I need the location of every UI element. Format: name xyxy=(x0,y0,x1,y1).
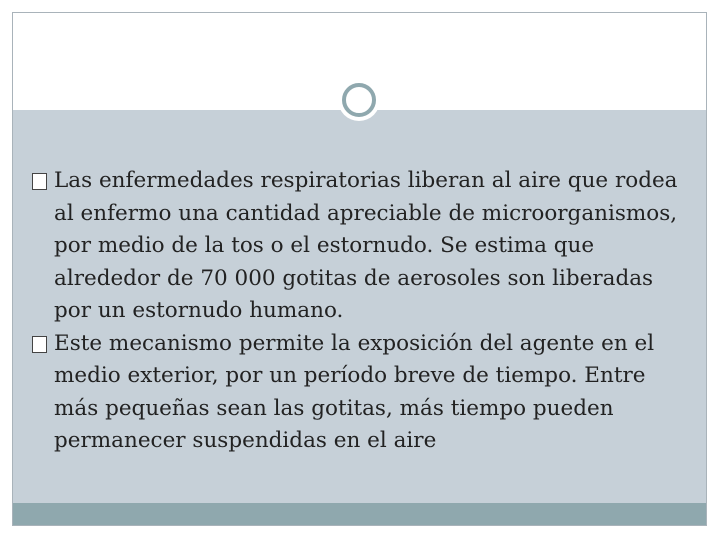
bullet-list xyxy=(32,165,692,458)
bullet-text: Este mecanismo permite la exposición del agente en el medio exterior, por un período breve de tiempo. Entre más pequeñas sean las gotitas, más tiempo pueden permanecer suspendidas en el aire xyxy=(54,330,655,453)
circle-ornament-icon xyxy=(338,79,380,121)
ornament-ring xyxy=(342,83,376,117)
square-bullet-icon xyxy=(32,173,47,190)
square-bullet-icon xyxy=(32,336,47,353)
bullet-item xyxy=(32,328,692,458)
bullet-item xyxy=(32,165,692,328)
bullet-text: Las enfermedades respiratorias liberan al aire que rodea al enfermo una cantidad apreciable de microorganismos, por medio de la tos o el estornudo. Se estima que alrededor de 70 000 gotitas de aerosoles son liberadas por un estornudo humano. xyxy=(54,168,678,323)
